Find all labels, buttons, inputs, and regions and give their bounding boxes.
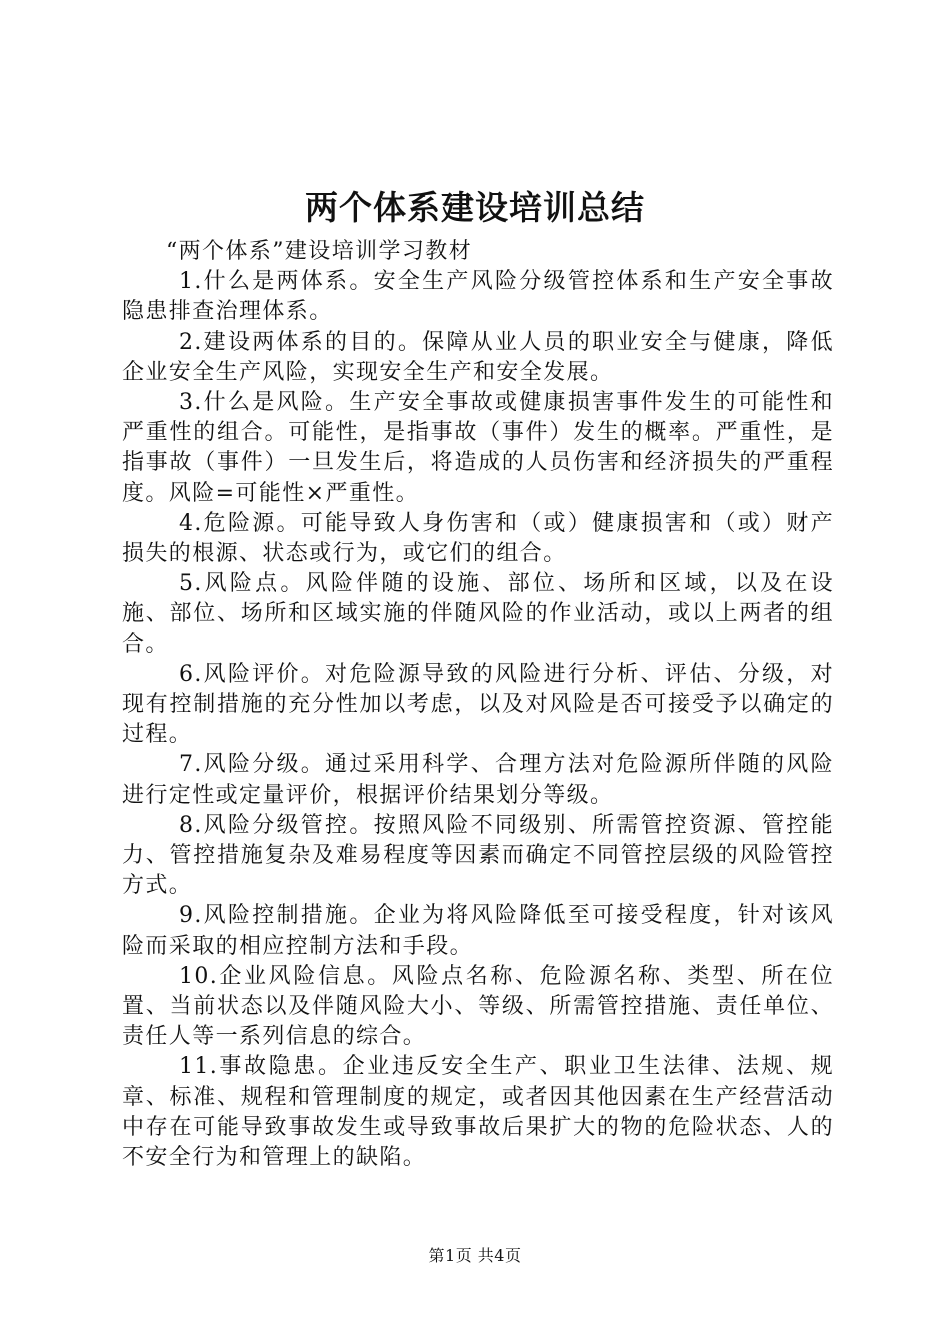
paragraph-8: 8.风险分级管控。按照风险不同级别、所需管控资源、管控能力、管控措施复杂及难易程度等因素而确定不同管控层级的风险管控方式。: [122, 812, 834, 899]
paragraph-2: 2.建设两体系的目的。保障从业人员的职业安全与健康，降低企业安全生产风险，实现安全生产和安全发展。: [122, 329, 834, 385]
paragraph-11: 11.事故隐患。企业违反安全生产、职业卫生法律、法规、规章、标准、规程和管理制度的规定，或者因其他因素在生产经营活动中存在可能导致事故发生或导致事故后果扩大的物的危险状态、人的不安全行为和管理上的缺陷。: [122, 1054, 834, 1171]
paragraph-4: 4.危险源。可能导致人身伤害和（或）健康损害和（或）财产损失的根源、状态或行为，或它们的组合。: [122, 510, 834, 567]
document-title: 两个体系建设培训总结: [305, 188, 645, 227]
page-footer: 第1页 共4页: [428, 1246, 522, 1265]
paragraph-3: 3.什么是风险。生产安全事故或健康损害事件发生的可能性和严重性的组合。可能性，是指事故（事件）发生的概率。严重性，是指事故（事件）一旦发生后，将造成的人员伤害和经济损失的严重程度。风险=可能性×严重性。: [122, 390, 834, 506]
paragraph-7: 7.风险分级。通过采用科学、合理方法对危险源所伴随的风险进行定性或定量评价，根据评价结果划分等级。: [122, 752, 834, 808]
paragraph-6: 6.风险评价。对危险源导致的风险进行分析、评估、分级，对现有控制措施的充分性加以考虑，以及对风险是否可接受予以确定的过程。: [122, 661, 834, 748]
paragraph-9: 9.风险控制措施。企业为将风险降低至可接受程度，针对该风险而采取的相应控制方法和手段。: [122, 903, 834, 959]
paragraph-10: 10.企业风险信息。风险点名称、危险源名称、类型、所在位置、当前状态以及伴随风险大小、等级、所需管控措施、责任单位、责任人等一系列信息的综合。: [122, 963, 834, 1050]
document-body: [122, 237, 834, 1173]
paragraph-5: 5.风险点。风险伴随的设施、部位、场所和区域，以及在设施、部位、场所和区域实施的伴随风险的作业活动，或以上两者的组合。: [122, 571, 834, 657]
paragraph-1: 1.什么是两体系。安全生产风险分级管控体系和生产安全事故隐患排查治理体系。: [122, 269, 834, 325]
document-subtitle: “两个体系”建设培训学习教材: [166, 239, 473, 264]
